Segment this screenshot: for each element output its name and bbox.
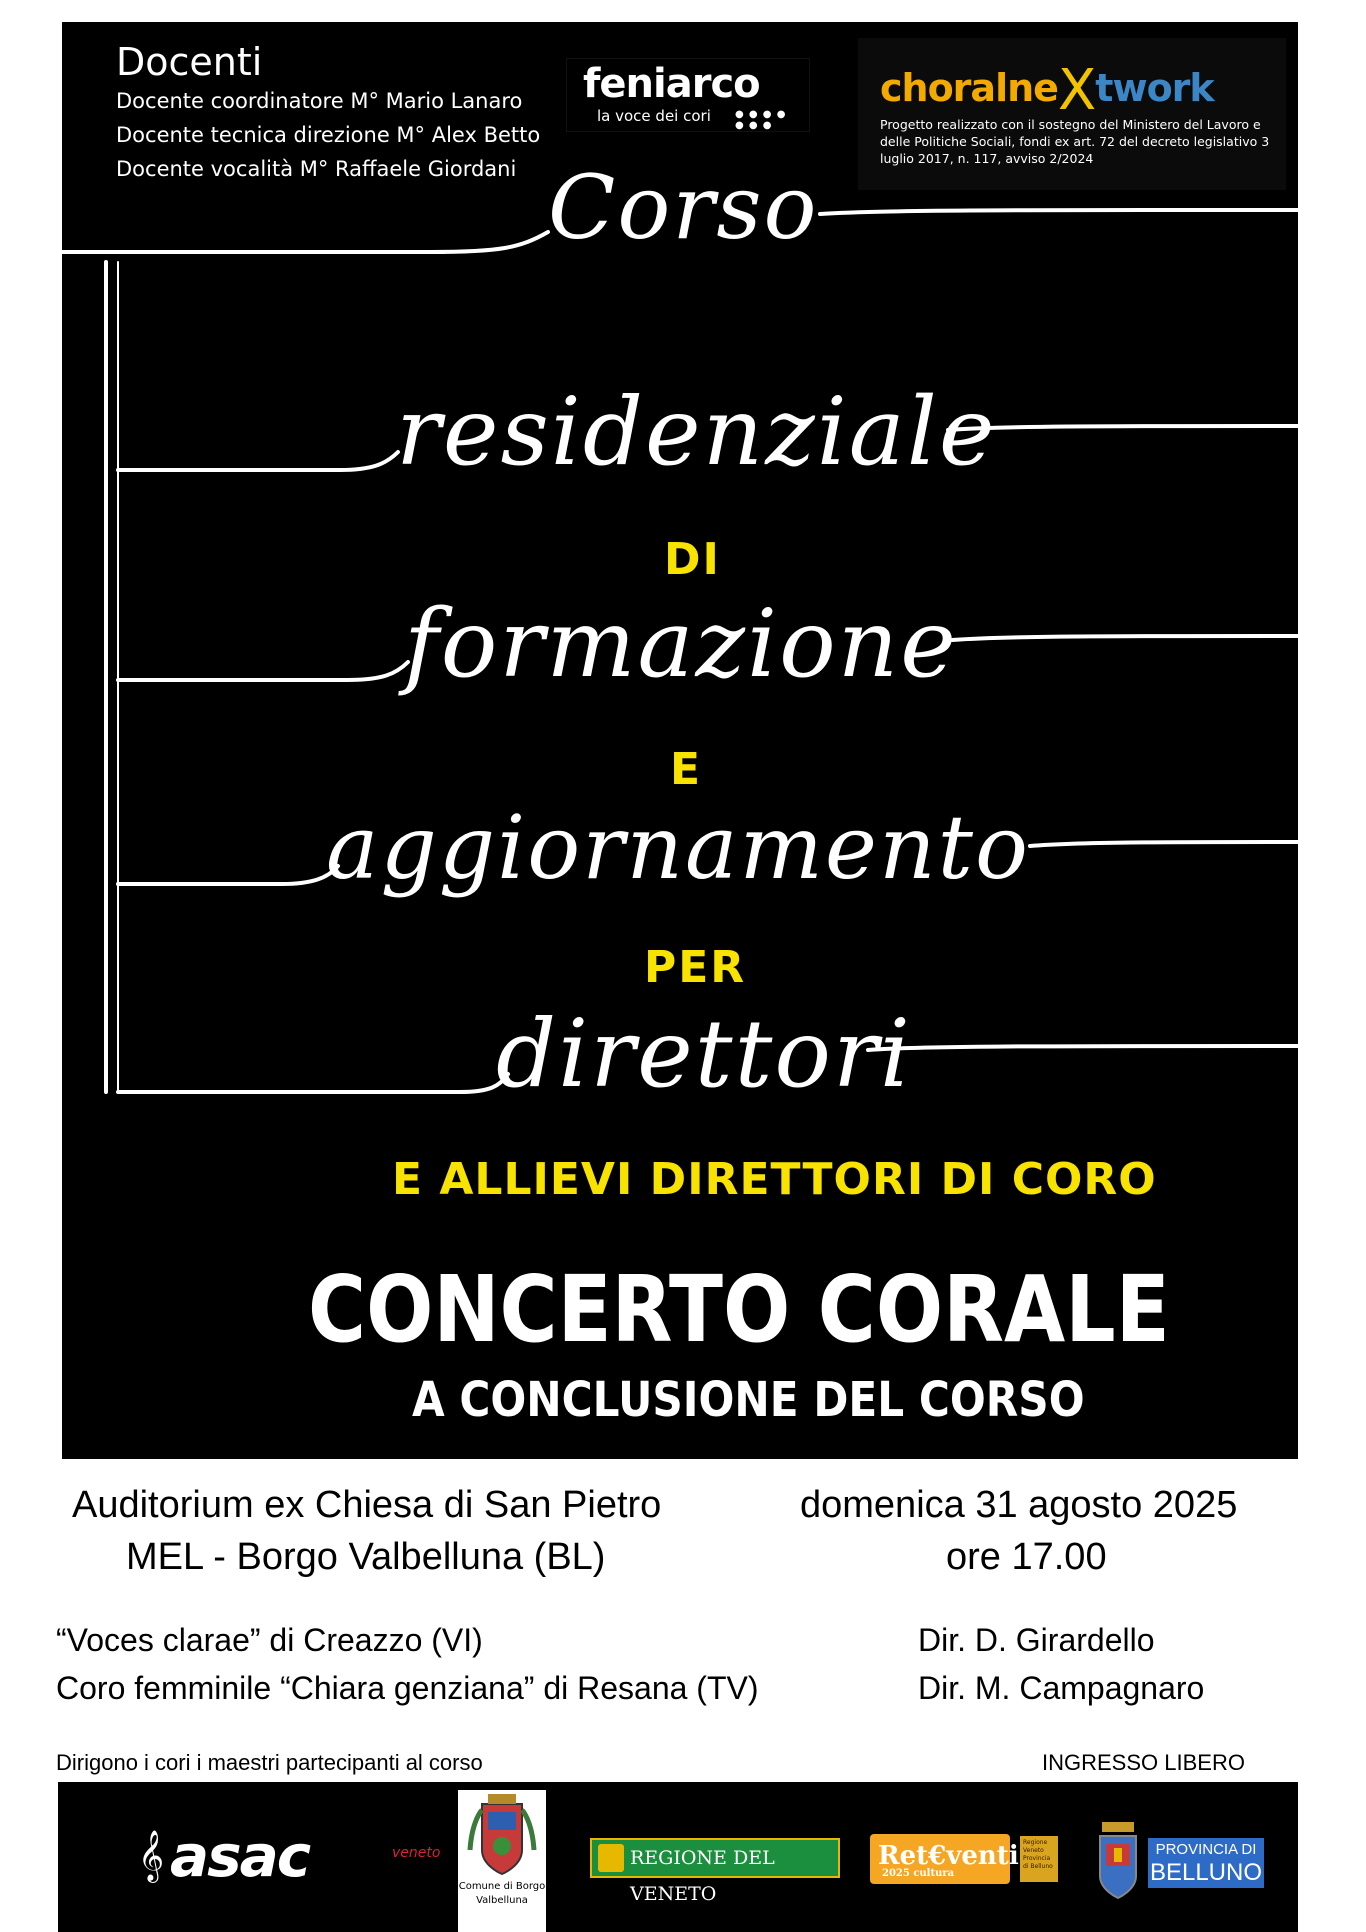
- provincia-label: PROVINCIA DI: [1155, 1841, 1257, 1858]
- asac-logo: asac: [170, 1822, 310, 1890]
- docente-tecnica: Docente tecnica direzione M° Alex Betto: [116, 123, 541, 147]
- comune-borgo-valbelluna-logo: [458, 1790, 546, 1932]
- regione-veneto-logo: [590, 1838, 840, 1905]
- title-di: DI: [664, 534, 721, 585]
- title-residenziale: residenziale: [396, 378, 997, 487]
- title-direttori: direttori: [496, 1000, 912, 1109]
- treble-clef-icon: 𝄞: [138, 1830, 165, 1881]
- docente-coordinatore: Docente coordinatore M° Mario Lanaro: [116, 89, 523, 113]
- free-entry: INGRESSO LIBERO: [1042, 1750, 1245, 1775]
- choir-name: “Voces clarae” di Creazzo (VI): [56, 1622, 483, 1658]
- docente-vocalita: Docente vocalità M° Raffaele Giordani: [116, 157, 517, 181]
- provincia-belluno-logo: [1148, 1838, 1264, 1888]
- title-allievi: E ALLIEVI DIRETTORI DI CORO: [392, 1154, 1157, 1205]
- reteventi-side-label: Regione Veneto Provincia di Belluno: [1020, 1836, 1058, 1882]
- provincia-crest-icon: [1096, 1820, 1140, 1900]
- title-per: PER: [644, 942, 747, 993]
- asac-region: veneto: [392, 1845, 441, 1861]
- conductors-note: Dirigono i cori i maestri partecipanti al corso: [56, 1750, 483, 1775]
- docenti-title: Docenti: [116, 40, 263, 84]
- reteventi-sub: 2025 cultura: [882, 1868, 955, 1879]
- title-corso: Corso: [548, 156, 819, 259]
- choir-name: Coro femminile “Chiara genziana” di Resana (TV): [56, 1670, 759, 1706]
- choral-nextwork-wordmark: choralneXtwork: [880, 58, 1214, 123]
- venue: Auditorium ex Chiesa di San Pietro: [72, 1484, 662, 1526]
- concert-subheading: A CONCLUSIONE DEL CORSO: [412, 1372, 1085, 1428]
- belluno-label: BELLUNO: [1149, 1859, 1263, 1886]
- reteventi-logo: [870, 1834, 1019, 1884]
- choir-director: Dir. D. Girardello: [918, 1622, 1155, 1658]
- concert-heading: CONCERTO CORALE: [308, 1256, 1170, 1363]
- choral-nextwork-funding-note: Progetto realizzato con il sostegno del Ministero del Lavoro e delle Politiche Sociali, fondi ex art. 72 del decreto legislativo 3 luglio 2017, n. 117, avviso 2/2024: [880, 117, 1270, 166]
- lion-icon: [598, 1844, 624, 1872]
- feniarco-tagline: la voce dei cori: [597, 107, 711, 125]
- comune-crest-icon: [458, 1790, 546, 1880]
- comune-label: Comune di Borgo Valbelluna: [458, 1881, 546, 1906]
- feniarco-name: feniarco: [583, 61, 760, 107]
- feniarco-dots-icon: ● ● ● ● ● ● ●: [735, 109, 787, 131]
- choir-director: Dir. M. Campagnaro: [918, 1670, 1205, 1706]
- regione-veneto-label: REGIONE DEL VENETO: [630, 1847, 775, 1905]
- title-aggiornamento: aggiornamento: [326, 796, 1031, 899]
- title-formazione: formazione: [404, 590, 958, 699]
- title-e: E: [670, 744, 703, 795]
- event-time: ore 17.00: [946, 1536, 1107, 1578]
- reteventi-label: Ret€venti: [878, 1841, 1019, 1871]
- place: MEL - Borgo Valbelluna (BL): [126, 1536, 606, 1578]
- event-date: domenica 31 agosto 2025: [800, 1484, 1238, 1526]
